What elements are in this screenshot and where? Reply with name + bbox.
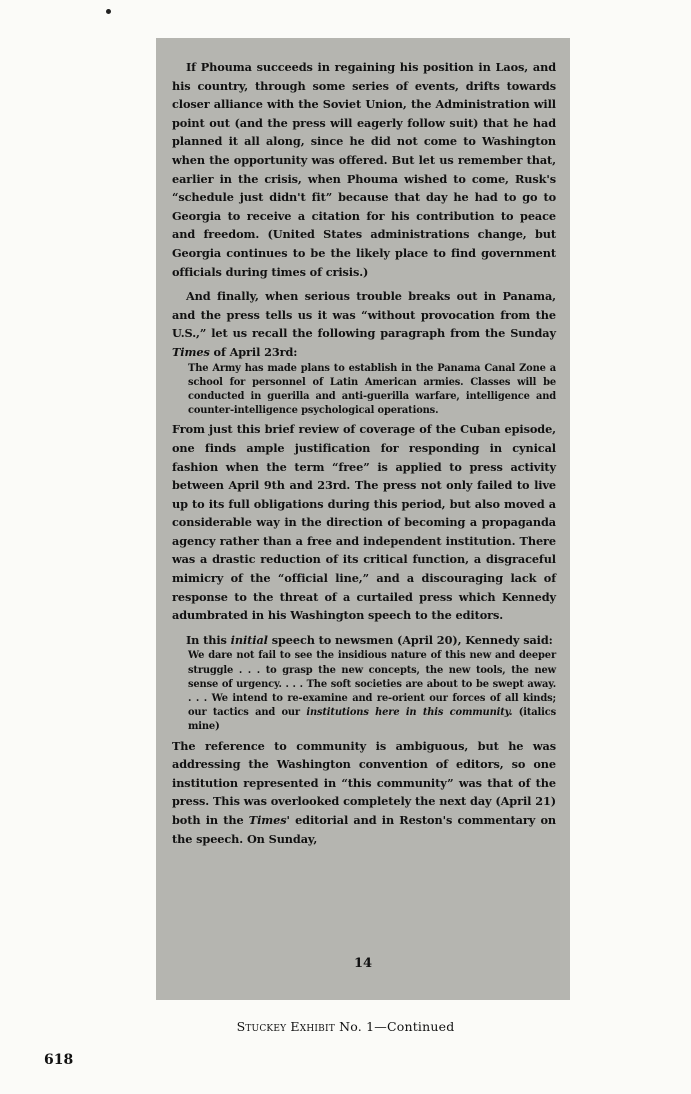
paragraph-community: The reference to community is ambiguous, but he was addressing the Washington convention of editors, so one institution represented in “this community” was that of the press. This was overlooked completely the next day (April 21) both in the Times' editorial and in Reston's commentary on the speech. On Sunday, — [172, 738, 556, 846]
page-speck — [106, 9, 111, 14]
paragraph-review: From just this brief review of coverage of the Cuban episode, one finds ample justification for responding in cynical fashion when the term “free” is applied to press activity between April 9th and 23rd. The press not only failed to live up to its full obligations during this period, but also moved a considerable way in the direction of becoming a propaganda agency rather than a free and independent institution. There was a drastic reduction of its critical function, a disgraceful mimicry of the “official line,” and a discouraging lack of response to the threat of a curtailed press which Kennedy adumbrated in his Washington speech to the editors. — [172, 422, 556, 623]
newspaper-clipping — [156, 38, 570, 1000]
quote-army-school: The Army has made plans to establish in the Panama Canal Zone a school for personnel of Latin American armies. Classes will be conducted in guerilla and anti-guerilla warfare, intelligence and counter-intelligence psychological operations. — [188, 362, 556, 417]
exhibit-caption: Stuckey Exhibit No. 1—Continued — [236, 1019, 455, 1034]
paragraph-kennedy: In this initial speech to newsmen (April 20), Kennedy said: — [186, 632, 553, 647]
page-folio: 618 — [44, 1052, 74, 1068]
clipping-page-number: 14 — [353, 956, 373, 971]
paragraph-panama: And finally, when serious trouble breaks out in Panama, and the press tells us it was “without provocation from the U.S.,” let us recall the following paragraph from the Sunday Times of April 23rd: — [172, 289, 556, 359]
quote-kennedy-speech: We dare not fail to see the insidious nature of this new and deeper struggle . . . to grasp the new concepts, the new tools, the new sense of urgency. . . . The soft societies are about to be swept away. . . . We intend to re-examine and re-orient our forces of all kinds; our tactics and our institutions here in this community. (italics mine) — [188, 650, 557, 733]
paragraph-phouma: If Phouma succeeds in regaining his position in Laos, and his country, through some series of events, drifts towards closer alliance with the Soviet Union, the Administration will point out (and the press will eagerly follow suit) that he had planned it all along, since he did not come to Washington when the opportunity was offered. But let us remember that, earlier in the crisis, when Phouma wished to come, Rusk's “schedule just didn't fit” because that day he had to go to Georgia to receive a citation for his contribution to peace and freedom. (United States administrations change, but Georgia continues to be the likely place to find government officials during times of crisis.) — [172, 60, 556, 279]
